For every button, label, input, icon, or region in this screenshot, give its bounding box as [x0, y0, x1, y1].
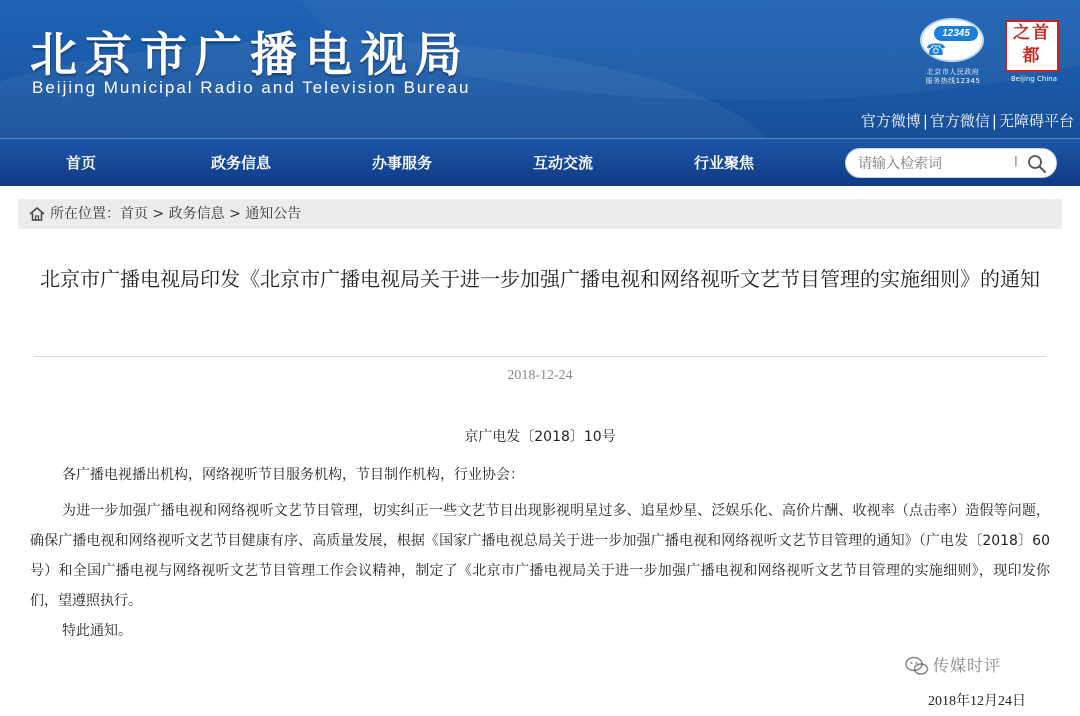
- wechat-icon: [905, 656, 929, 676]
- nav-industry-focus[interactable]: 行业聚焦: [693, 154, 754, 172]
- nav-government-info[interactable]: 政务信息: [210, 154, 271, 172]
- hotline-number: 12345: [934, 26, 978, 41]
- beijing-china-logo[interactable]: [1002, 20, 1064, 88]
- breadcrumb: [18, 199, 1062, 229]
- breadcrumb-prefix: 所在位置：: [50, 206, 120, 222]
- site-subtitle: Beijing Municipal Radio and Television Bureau: [32, 78, 471, 97]
- nav-home[interactable]: 首页: [65, 154, 96, 172]
- official-weibo-link[interactable]: 官方微博: [860, 112, 921, 130]
- logo-caption: Beijing China: [1010, 75, 1058, 83]
- accessibility-link[interactable]: 无障碍平台: [998, 112, 1074, 130]
- search-icon[interactable]: [1026, 153, 1048, 175]
- signature-date: 2018年12月24日: [928, 694, 1026, 709]
- breadcrumb-trail: [50, 199, 301, 229]
- body-paragraph: 为进一步加强广播电视和网络视听文艺节目管理，切实纠正一些文艺节目出现影视明星过多、追星炒星、泛娱乐化、高价片酬、收视率（点击率）造假等问题，确保广播电视和网络视听文艺节目健康有序、高质量发展，根据《国家广播电视总局关于进一步加强广播电视和网络视听文艺节目管理的通知》（广电发〔2018〕60号）和全国广播电视与网络视听文艺节目管理工作会议精神，制定了《北京市广播电视局关于进一步加强广播电视和网络视听文艺节目管理的实施细则》，现印发你们，望遵照执行。: [30, 503, 1050, 609]
- watermark: [905, 648, 1055, 684]
- publish-date: 2018-12-24: [507, 368, 573, 383]
- home-icon: [28, 205, 46, 223]
- title-divider: [34, 356, 1046, 357]
- closing-paragraph: 特此通知。: [62, 623, 132, 639]
- hotline-caption: 北京市人民政府 服务热线12345: [925, 68, 981, 85]
- breadcrumb-home[interactable]: 首页: [120, 206, 148, 222]
- nav-services[interactable]: 办事服务: [371, 154, 432, 172]
- site-header: [0, 0, 1080, 138]
- article-title: 北京市广播电视局印发《北京市广播电视局关于进一步加强广播电视和网络视听文艺节目管理的实施细则》的通知: [40, 267, 1040, 291]
- phone-icon: ☎: [926, 40, 946, 59]
- site-title[interactable]: 北京市广播电视局: [30, 28, 470, 83]
- hotline-12345-logo[interactable]: [912, 18, 990, 88]
- watermark-label: 传媒时评: [933, 656, 1002, 675]
- breadcrumb-separator: >: [148, 206, 169, 222]
- link-separator: |: [991, 112, 997, 130]
- official-wechat-link[interactable]: 官方微信: [929, 112, 990, 130]
- document-number: 京广电发〔2018〕10号: [464, 429, 616, 445]
- link-separator: |: [922, 112, 928, 130]
- addressee-paragraph: 各广播电视播出机构，网络视听节目服务机构，节目制作机构，行业协会：: [62, 467, 524, 483]
- search-caret: I: [1014, 155, 1018, 170]
- breadcrumb-notices[interactable]: 通知公告: [245, 206, 302, 222]
- nav-interaction[interactable]: 互动交流: [532, 154, 593, 172]
- top-links: [861, 110, 1074, 131]
- breadcrumb-separator: >: [224, 206, 246, 222]
- breadcrumb-government-info[interactable]: 政务信息: [168, 206, 225, 222]
- logo-glyphs: 之首都: [1013, 23, 1051, 66]
- search-input[interactable]: [858, 153, 1008, 175]
- search-box: [845, 148, 1057, 178]
